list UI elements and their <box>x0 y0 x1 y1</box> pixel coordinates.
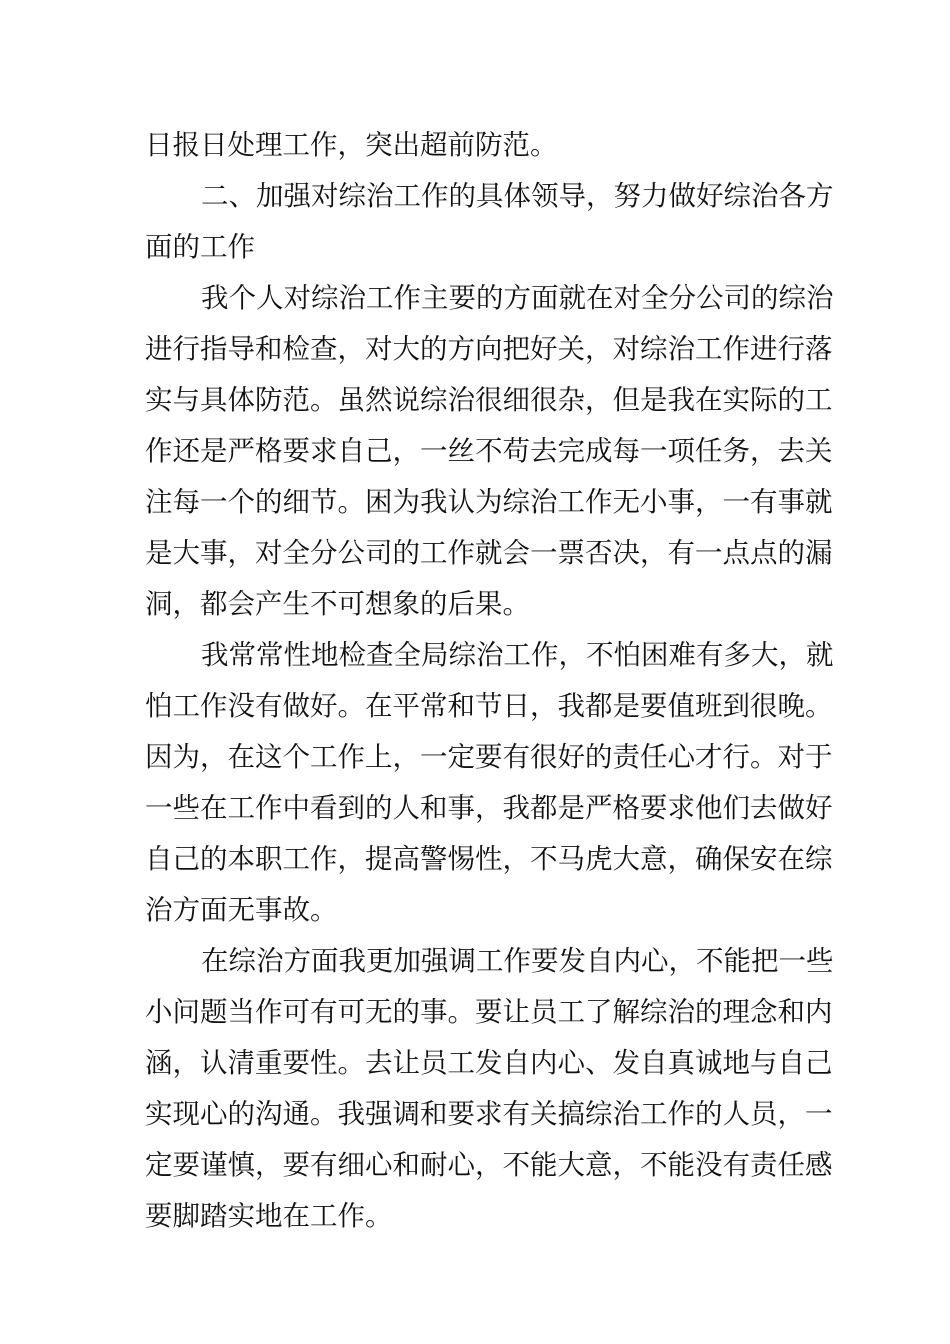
text-line: 治方面无事故。 <box>145 894 338 926</box>
text-line: 一些在工作中看到的人和事，我都是严格要求他们去做好 <box>145 792 833 824</box>
text-line: 因为，在这个工作上，一定要有很好的责任心才行。对于 <box>145 741 833 773</box>
text-line: 实现心的沟通。我强调和要求有关搞综治工作的人员，一 <box>145 1098 833 1130</box>
text-line: 涵，认清重要性。去让员工发自内心、发自真诚地与自己 <box>145 1047 833 1079</box>
text-line: 作还是严格要求自己，一丝不苟去完成每一项任务，去关 <box>145 435 833 467</box>
text-line: 怕工作没有做好。在平常和节日，我都是要值班到很晚。 <box>145 690 833 722</box>
text-line: 日报日处理工作，突出超前防范。 <box>145 129 558 161</box>
text-line: 定要谨慎，要有细心和耐心，不能大意，不能没有责任感 <box>145 1149 833 1181</box>
text-line: 要脚踏实地在工作。 <box>145 1200 393 1232</box>
text-line: 注每一个的细节。困为我认为综治工作无小事，一有事就 <box>145 486 833 518</box>
section-heading-line: 面的工作 <box>145 231 255 263</box>
text-line: 进行指导和检查，对大的方向把好关，对综治工作进行落 <box>145 333 833 365</box>
text-line: 自己的本职工作，提高警惕性，不马虎大意，确保安在综 <box>145 843 833 875</box>
text-line: 我个人对综治工作主要的方面就在对全分公司的综治 <box>201 282 834 314</box>
text-line: 是大事，对全分公司的工作就会一票否决，有一点点的漏 <box>145 537 833 569</box>
document-body <box>145 120 834 1242</box>
text-line: 我常常性地检查全局综治工作，不怕困难有多大，就 <box>201 639 834 671</box>
text-line: 小问题当作可有可无的事。要让员工了解综治的理念和内 <box>145 996 833 1028</box>
text-line: 洞，都会产生不可想象的后果。 <box>145 588 530 620</box>
text-line: 在综治方面我更加强调工作要发自内心，不能把一些 <box>201 945 834 977</box>
text-line: 实与具体防范。虽然说综治很细很杂，但是我在实际的工 <box>145 384 833 416</box>
section-heading-line: 二、加强对综治工作的具体领导，努力做好综治各方 <box>201 180 834 212</box>
